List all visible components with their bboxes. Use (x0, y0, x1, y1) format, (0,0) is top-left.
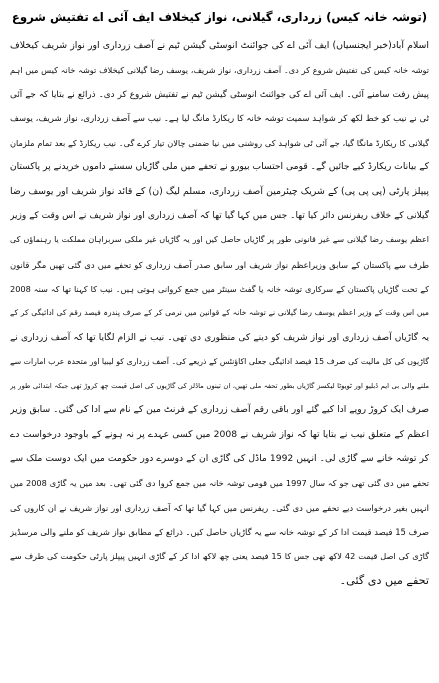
article-line: کے بیانات ریکارڈ کیے جائیں گے۔ قومی احتساب بیورو نے تحفے میں ملی گاڑیاں سستے داموں خریدنے پر پاکستان (10, 161, 429, 173)
article-line: گاڑیوں کی کل مالیت کی صرف 15 فیصد ادائیگی جعلی اکاؤنٹس کے ذریعے کی۔ آصف زرداری کو لیبیا اور متحدہ عرب امارات سے (10, 356, 429, 366)
article-line: توشہ خانہ کیس کی تفتیش شروع کر دی۔ آصف زرداری، نواز شریف، یوسف رضا گیلانی کیخلاف توشہ خانہ کیس میں اہم (10, 65, 429, 76)
article-line: تحفے میں دی گئی تھی جو کہ سال 1997 میں قومی توشہ خانہ میں جمع کروا دی گئی تھی۔ بعد میں یہ گاڑی 2008 میں (10, 478, 429, 489)
article-line: تحفے میں دی گئی۔ (339, 573, 429, 587)
article-line: اسلام آباد(خبر ایجنسیاں) ایف آئی اے کی جوائنٹ انوسٹی گیشن ٹیم نے آصف زرداری اور نواز شریف کیخلاف (10, 40, 429, 51)
article-line: اعظم یوسف رضا گیلانی سے غیر قانونی طور پر گاڑیاں حاصل کیں اور یہ گاڑیاں غیر ملکی سربراہان مملکت یا رہنماؤں کی (10, 235, 429, 245)
article-line: اعظم کے متعلق نیب نے بتایا تھا کہ نواز شریف نے 2008 میں کسی عہدے پر نہ ہونے کے باوجود درخواست دے (10, 428, 429, 440)
article-line: گاڑی کی اصل قیمت 42 لاکھ تھی جس کا 15 فیصد یعنی چھ لاکھ ادا کر کے گاڑی انہیں پیپلز پارٹی حکومت کی طرف سے (10, 551, 429, 562)
article-line: پیش رفت سامنے آئی۔ ایف آئی اے کی جوائنٹ انوسٹی گیشن ٹیم نے تفتیش شروع کر دی۔ ذرائع نے بتایا کہ جے آئی (10, 89, 429, 100)
article-line: پیپلز پارٹی (پی پی پی) کے شریک چیئرمین آصف زرداری، مسلم لیگ (ن) کے قائد نواز شریف اور یوسف رضا (10, 185, 429, 197)
article-line: صرف 15 فیصد قیمت ادا کر کے توشہ خانہ سے یہ گاڑیاں حاصل کیں۔ ذرائع کے مطابق نواز شریف کو ملنے والی مرسڈیز (10, 526, 429, 537)
article-line: صرف ایک کروڑ روپے ادا کیے گئے اور باقی رقم آصف زرداری کے فرنٹ مین کے نام سے ادا کی گئی۔ سابق وزیر (10, 404, 429, 416)
article-line: میں اس وقت کے وزیر اعظم یوسف رضا گیلانی نے توشہ خانہ کے قوانین میں نرمی کر کے صرف پندرہ فیصد رقم کی ادائیگی کر کے (10, 308, 429, 318)
article-headline: (توشہ خانہ کیس) زرداری، گیلانی، نواز کیخلاف ایف آئی اے تفتیش شروع (11, 10, 428, 24)
article-line: کے تحت گاڑیاں پاکستان کے سرکاری توشہ خانہ یا گفٹ سینٹر میں جمع کروانی ہوتی ہیں۔ نیب کا کہنا تھا کہ سنہ 2008 (10, 283, 429, 294)
article-line: ملنے والی بی ایم ڈبلیو اور ٹویوٹا لیکسز گاڑیاں بطور تحفہ ملی تھیں، ان تینوں ماڈلز کی گاڑیوں کی اصل قیمت چھ کروڑ تھی جبکہ ابتدائی طور پر (10, 382, 429, 391)
article-line: کر توشہ خانے سے گاڑی لی۔ انہیں 1992 ماڈل کی گاڑی ان کے دوسرے دور حکومت میں ایک دوست ملک سے (10, 453, 429, 465)
article-line: گیلانی کا ریکارڈ مانگا گیا، جے آئی ٹی شواہد کی روشنی میں نیا ضمنی چالان تیار کرے گی۔ نیب ریکارڈ کے بعد تمام ملزمان (10, 138, 429, 149)
article-line: گیلانی کے خلاف ریفرنس دائر کیا تھا۔ جس میں کہا گیا تھا کہ آصف زرداری اور نواز شریف نے اس وقت کے وزیر (10, 211, 429, 222)
article-line: ٹی نے نیب کو خط لکھ کر شواہد سمیت توشہ خانہ کا ریکارڈ مانگ لیا ہے۔ نیب سے آصف زرداری، نواز شریف، یوسف (10, 113, 429, 124)
article-line: طرف سے پاکستان کے سابق وزیراعظم نواز شریف اور سابق صدر آصف زرداری کو تحفے میں دی گئی تھیں مگر قانون (10, 259, 429, 270)
article-body (10, 34, 429, 593)
article-line: انہیں بغیر درخواست دیے تحفے میں دی گئی۔ ریفرنس میں کہا گیا تھا کہ آصف زرداری اور نواز شریف نے ان کاروں کی (10, 502, 429, 513)
article-line: یہ گاڑیاں آصف زرداری اور نواز شریف کو دینے کی منظوری دی تھی۔ نیب نے الزام لگایا تھا کہ آصف زرداری نے (10, 332, 429, 343)
